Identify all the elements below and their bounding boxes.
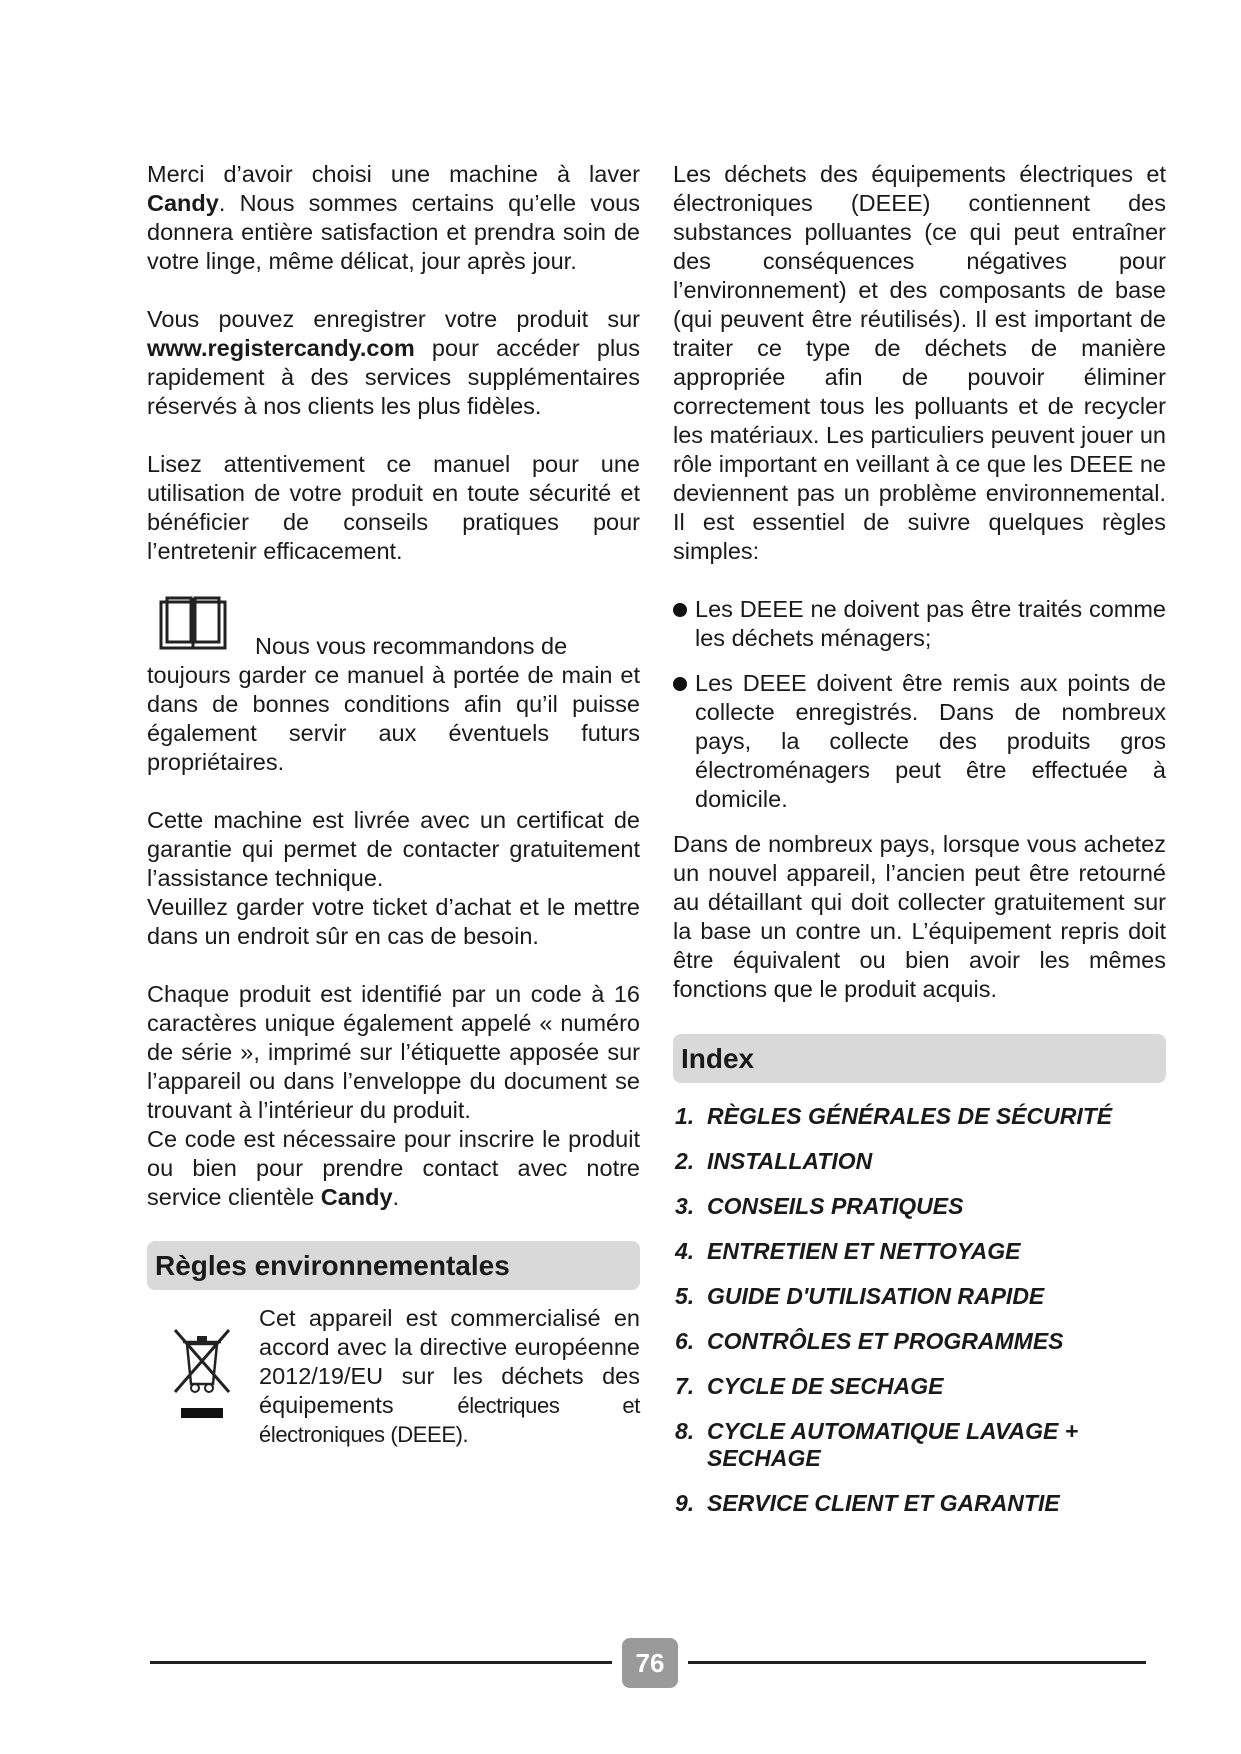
index-item[interactable]: 6. CONTRÔLES ET PROGRAMMES [675,1328,1064,1354]
register-paragraph: Vous pouvez enregistrer votre produit sur www.registercandy.com pour accéder plus rapidement à des services supplémentaires réservés à nos clients les plus fidèles. [147,306,640,419]
environment-section-title: Règles environnementales [147,1241,640,1290]
weee-explanation: Les déchets des équipements électriques et électroniques (DEEE) contiennent des substances polluantes (ce qui peut entraîner des conséquences négatives pour l’environnement) et des composants de base (qui peuvent être réutilisés). Il est important de traiter ce type de déchets de manière appropriée afin de pouvoir éliminer correctement tous les polluants et de recycler les matériaux. Les particuliers peuvent jouer un rôle important en veillant à ce que les DEEE ne deviennent pas un problème environnemental. Il est essentiel de suivre quelques règles simples: [673,161,1166,564]
serial-code-paragraph: Chaque produit est identifié par un code à 16 caractères unique également appelé « numéro de série », imprimé sur l’étiquette apposée sur l’appareil ou dans l’enveloppe du document se trouvant à l’intérieur du produit. [147,981,640,1123]
intro-paragraph: Merci d’avoir choisi une machine à laver Candy. Nous sommes certains qu’elle vous donnera entière satisfaction et prendra soin de votre linge, même délicat, jour après jour. [147,161,640,274]
right-column [673,160,1166,1535]
weee-text: Cet appareil est commercialisé en accord avec la directive européenne 2012/19/EU sur les déchets des équipements électriques et électroniques (DEEE). [259,1305,640,1447]
index-item[interactable]: 2. INSTALLATION [675,1148,873,1174]
crossed-out-bin-icon [167,1322,237,1422]
footer-divider-left [150,1661,612,1664]
customer-service-paragraph: Ce code est nécessaire pour inscrire le produit ou bien pour prendre contact avec notre service clientèle Candy. [147,1126,640,1210]
brand-name: Candy [320,1184,393,1210]
weee-notice [147,1304,640,1454]
warranty-paragraph: Cette machine est livrée avec un certificat de garantie qui permet de contacter gratuitement l’assistance technique. [147,807,640,891]
index-list [673,1103,1166,1517]
manual-recommendation [147,596,640,777]
list-item: Les DEEE ne doivent pas être traités comme les déchets ménagers; [673,595,1166,653]
read-manual-paragraph: Lisez attentivement ce manuel pour une utilisation de votre produit en toute sécurité et bénéficier de conseils pratiques pour l’entretenir efficacement. [147,451,640,564]
index-item[interactable]: 1. RÈGLES GÉNÉRALES DE SÉCURITÉ [675,1103,1113,1129]
index-title: Index [673,1034,1166,1083]
return-policy-paragraph: Dans de nombreux pays, lorsque vous achetez un nouvel appareil, l’ancien peut être retourné au détaillant qui doit collecter gratuitement sur la base un contre un. L’équipement repris doit être équivalent ou bien avoir les mêmes fonctions que le produit acquis. [673,831,1166,1002]
index-item[interactable]: 4. ENTRETIEN ET NETTOYAGE [675,1238,1021,1264]
index-item[interactable]: 8. CYCLE AUTOMATIQUE LAVAGE + SECHAGE [675,1418,1079,1471]
register-link[interactable]: www.registercandy.com [147,335,415,361]
manual-recommendation-text: toujours garder ce manuel à portée de main et dans de bonnes conditions afin qu’il puisse également servir aux éventuels futurs propriétaires. [147,662,640,775]
index-item[interactable]: 5. GUIDE D'UTILISATION RAPIDE [675,1283,1045,1309]
page-number: 76 [622,1638,678,1688]
index-item[interactable]: 9. SERVICE CLIENT ET GARANTIE [675,1490,1060,1516]
bullet-icon [673,603,687,617]
footer-divider-right [688,1661,1146,1664]
brand-name: Candy [147,190,219,216]
bullet-icon [673,677,687,691]
index-item[interactable]: 3. CONSEILS PRATIQUES [675,1193,964,1219]
weee-rules-list [673,595,1166,814]
receipt-paragraph: Veuillez garder votre ticket d’achat et le mettre dans un endroit sûr en cas de besoin. [147,894,640,949]
list-item: Les DEEE doivent être remis aux points de collecte enregistrés. Dans de nombreux pays, la collecte des produits gros électroménagers peut être effectuée à domicile. [673,669,1166,814]
manual-recommendation-first-line: Nous vous recommandons de [255,633,568,659]
index-item[interactable]: 7. CYCLE DE SECHAGE [675,1373,944,1399]
book-icon [159,596,227,652]
left-column [147,160,640,1454]
